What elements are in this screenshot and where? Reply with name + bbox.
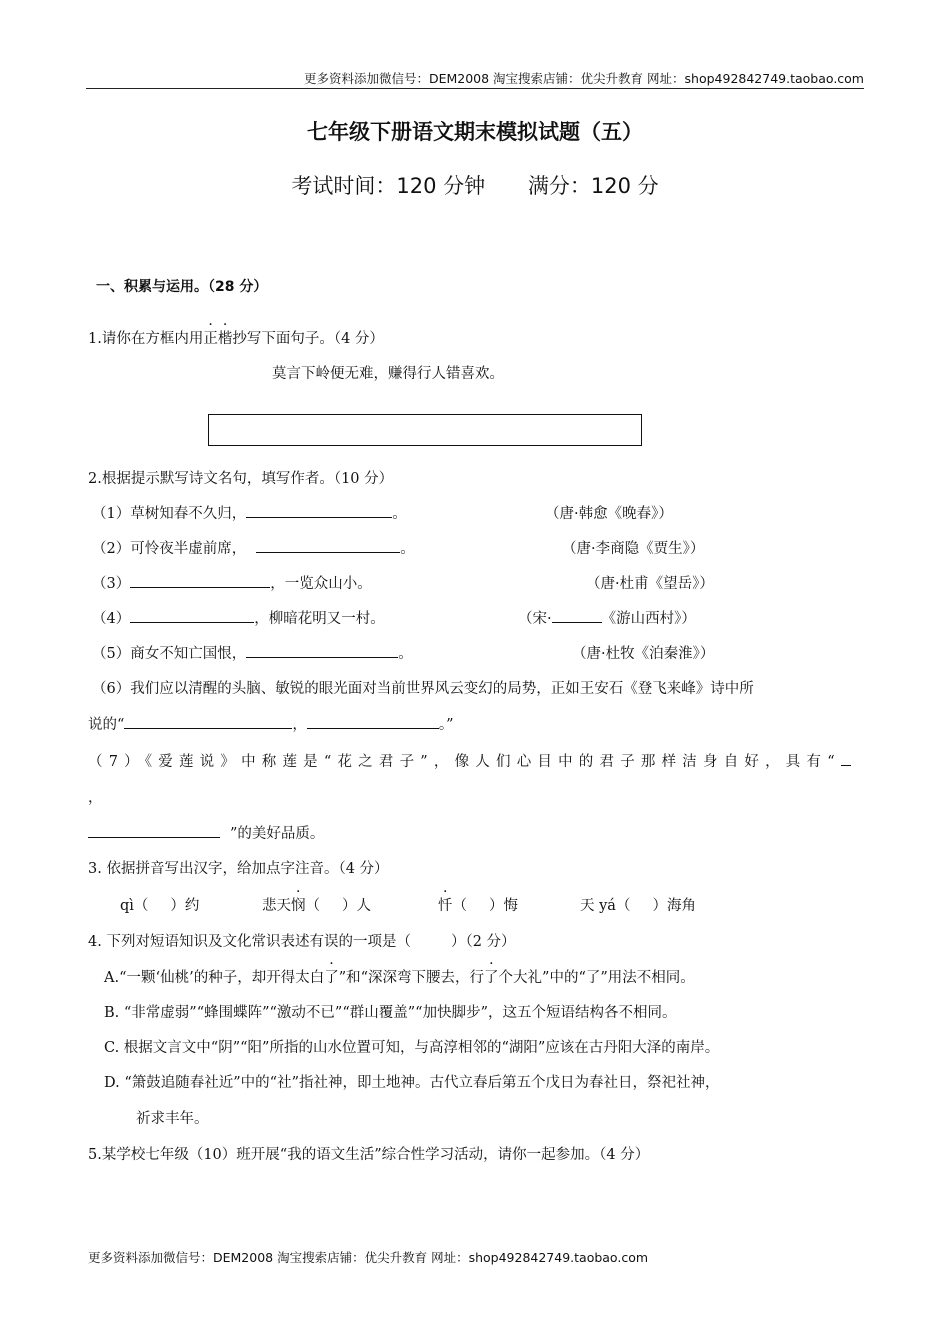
q4-option-b: B. “非常虚弱”“蜂围蝶阵”“激动不已”“群山覆盖”“加快脚步”，这五个短语结构各不相同。	[104, 1005, 677, 1021]
q3-item-d: 天 yá（ ）海角	[580, 898, 696, 914]
q2-item-4: （4） ，柳暗花明又一村。	[92, 607, 385, 628]
dotted-char: 忏	[438, 898, 453, 914]
q2-item-6-line1: （6）我们应以清醒的头脑、敏锐的眼光面对当前世界风云变幻的局势，正如王安石《登飞来峰》诗中所	[92, 681, 754, 697]
exam-score: 满分：120 分	[527, 174, 659, 198]
dotted-char: 楷	[217, 331, 233, 347]
q2-source-3: （唐·杜甫《望岳》）	[586, 576, 714, 592]
dotted-char: 了	[324, 970, 339, 986]
question-1-stem: 1.请你在方框内用正楷抄写下面句子。（4 分）	[88, 331, 384, 347]
answer-blank[interactable]	[88, 823, 220, 838]
q2-item-2: （2）可怜夜半虚前席， 。	[92, 537, 415, 558]
author-blank[interactable]	[552, 608, 602, 623]
exam-time: 考试时间：120 分钟	[291, 174, 486, 198]
dotted-char: 正	[203, 331, 218, 347]
q3-item-c: 忏（ ）悔	[438, 898, 518, 914]
exam-info	[0, 170, 950, 200]
header-rule	[86, 88, 864, 89]
dotted-char: 悯	[291, 898, 306, 914]
question-2-stem: 2.根据提示默写诗文名句，填写作者。（10 分）	[88, 471, 394, 487]
answer-blank[interactable]	[246, 643, 398, 658]
answer-blank[interactable]	[124, 714, 292, 729]
q2-item-1: （1）草树知春不久归， 。	[92, 502, 407, 523]
q2-source-2: （唐·李商隐《贾生》）	[562, 541, 705, 557]
answer-blank[interactable]	[256, 538, 400, 553]
q2-item-5: （5）商女不知亡国恨， 。	[92, 642, 413, 663]
answer-blank[interactable]	[130, 573, 270, 588]
q2-source-4: （宋· 《游山西村》）	[518, 607, 696, 628]
question-3-stem: 3. 依据拼音写出汉字，给加点字注音。（4 分）	[88, 861, 389, 877]
q2-source-5: （唐·杜牧《泊秦淮》）	[572, 646, 715, 662]
question-4-stem: 4. 下列对短语知识及文化常识表述有误的一项是（ ）（2 分）	[88, 934, 516, 950]
answer-blank[interactable]	[130, 608, 254, 623]
answer-blank[interactable]	[246, 503, 392, 518]
q2-item-7-line1: （7）《爱莲说》中称莲是“花之君子”，像人们心目中的君子那样洁身自好，具有“	[88, 750, 851, 771]
answer-blank[interactable]	[307, 714, 439, 729]
q4-option-d-cont: 祈求丰年。	[136, 1111, 209, 1127]
q3-item-a: qì（ ）约	[120, 898, 200, 914]
q4-option-a: A.“一颗‘仙桃’的种子，却开得太白了”和“深深弯下腰去，行了个大礼”中的“了”用法不相同。	[104, 970, 695, 986]
page-title: 七年级下册语文期末模拟试题（五）	[307, 120, 643, 144]
header-text: 更多资料添加微信号：DEM2008 淘宝搜索店铺：优尖升教育 网址：shop492842749.taobao.com	[303, 71, 864, 86]
q4-option-c: C. 根据文言文中“阴”“阳”所指的山水位置可知，与高淳相邻的“湖阳”应该在古丹阳大泽的南岸。	[104, 1040, 720, 1056]
q2-item-3: （3） ，一览众山小。	[92, 572, 372, 593]
q2-source-1: （唐·韩愈《晚春》）	[545, 506, 673, 522]
dotted-char: 了	[484, 970, 499, 986]
q2-item-7-line2: ，	[88, 790, 103, 806]
footer-text: 更多资料添加微信号：DEM2008 淘宝搜索店铺：优尖升教育 网址：shop492842749.taobao.com	[88, 1250, 649, 1265]
answer-blank[interactable]	[841, 751, 851, 766]
q4-option-d: D. “箫鼓追随春社近”中的“社”指社神，即土地神。古代立春后第五个戊日为春社日，祭祀社神，	[104, 1075, 720, 1091]
q2-item-6-line2: 说的“ ， 。”	[88, 713, 454, 734]
copy-sentence: 莫言下岭便无难，赚得行人错喜欢。	[272, 366, 504, 382]
writing-box[interactable]	[208, 414, 642, 446]
q2-item-7-line3: ”的美好品质。	[88, 822, 324, 843]
section-heading: 一、积累与运用。（28 分）	[96, 279, 268, 295]
question-5-stem: 5.某学校七年级（10）班开展“我的语文生活”综合性学习活动，请你一起参加。（4 分）	[88, 1147, 650, 1163]
q3-item-b: 悲天悯（ ）人	[262, 898, 371, 914]
